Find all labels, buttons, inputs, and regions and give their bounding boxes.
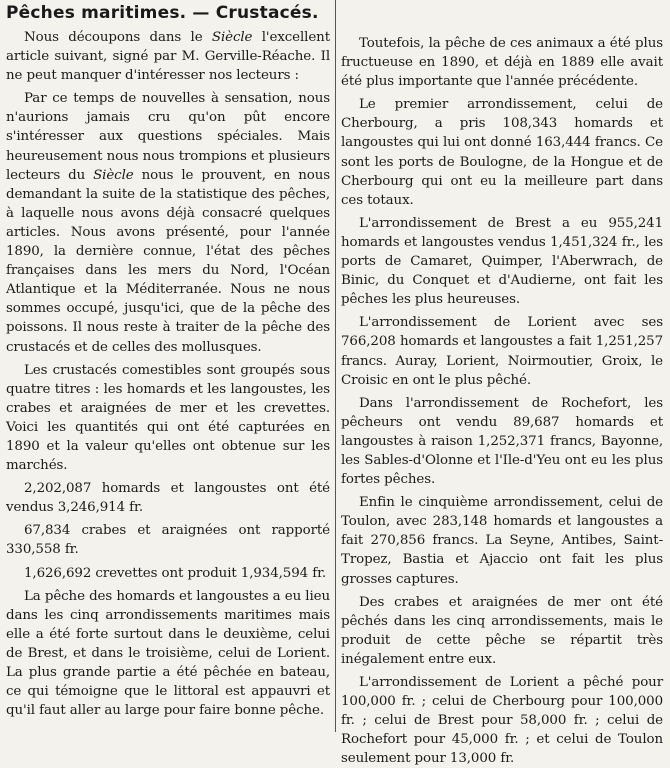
brest-paragraph: L'arrondissement de Brest a eu 955,241 homards et langoustes vendus 1,451,324 fr., les ports de Camaret, Quimper, l'Aberwrach, de Binic, du Conquet et d'Audierne, ont fait les pêches les plus heureuses.: [341, 215, 663, 308]
lorient-paragraph: L'arrondissement de Lorient avec ses 766,208 homards et langoustes a fait 1,251,257 francs. Auray, Lorient, Noirmoutier, Groix, le Croisic en ont le plus pêché.: [341, 315, 663, 388]
intro-text-start: Nous découpons dans le: [24, 30, 212, 45]
right-column: [341, 0, 663, 767]
cherbourg-paragraph: Le premier arrondissement, celui de Cherbourg, a pris 108,343 homards et langoustes qui lui ont donné 163,444 francs. Ce sont les ports de Boulogne, de la Hongue et de Cherbourg qui ont eu la meilleure part dans ces totaux.: [341, 97, 663, 208]
toulon-paragraph: Enfin le cinquième arrondissement, celui de Toulon, avec 283,148 homards et langoustes a fait 270,856 francs. La Seyne, Antibes, Saint-Tropez, Bastia et Ajaccio ont fait les plus grosses captures.: [341, 495, 663, 587]
column-divider: [335, 0, 336, 732]
article-title: Pêches maritimes. — Crustacés.: [6, 3, 319, 23]
context-paragraph: [6, 89, 330, 356]
context-text-start: Par ce temps de nouvelles à sensation, nous n'aurions jamais cru qu'on pût encore s'intéresser aux questions spéciales. Mais heureusement nous nous trompions et plusieurs lecteurs du: [6, 91, 330, 183]
fishing-location-paragraph: La pêche des homards et langoustes a eu lieu dans les cinq arrondissements maritimes mais elle a été forte surtout dans le deuxième, celui de Brest, et dans le troisième, celui de Lorient. La plus grande partie a été pêchée en bateau, ce qui témoigne que le littoral est appauvri et qu'il faut aller au large pour faire bonne pêche.: [6, 588, 330, 719]
lobsters-total-paragraph: 2,202,087 homards et langoustes ont été vendus 3,246,914 fr.: [6, 481, 330, 516]
yield-paragraph: Toutefois, la pêche de ces animaux a été plus fructueuse en 1890, et déjà en 1889 elle avait été plus importante que l'année précédente.: [341, 36, 663, 90]
left-column: [6, 0, 330, 732]
intro-paragraph: [6, 28, 330, 85]
shrimps-total-paragraph: 1,626,692 crevettes ont produit 1,934,594 fr.: [24, 565, 327, 581]
newspaper-name: Siècle: [211, 30, 253, 45]
crabs-total-paragraph: 67,834 crabes et araignées ont rapporté 330,558 fr.: [6, 523, 330, 558]
intro-text-end: l'excellent article suivant, signé par M. Gerville-Réache. Il ne peut manquer d'intéresser nos lecteurs :: [6, 30, 330, 84]
newspaper-name: Siècle: [93, 167, 134, 183]
context-text-end: nous le prouvent, en nous demandant la suite de la statistique des pêches, à laquelle nous avons déjà consacré quelques articles. Nous avons présenté, pour l'année 1890, la dernière connue, l'état des pêches françaises dans les mers du Nord, l'Océan Atlantique et la Méditerranée. Nous ne nous sommes occupé, jusqu'ici, que de la pêche des poissons. Il nous reste à traiter de la pêche des crustacés et de celles des mollusques.: [6, 167, 330, 355]
rochefort-paragraph: Dans l'arrondissement de Rochefort, les pêcheurs ont vendu 89,687 homards et langoustes à raison 1,252,371 francs, Bayonne, les Sables-d'Olonne et l'Ile-d'Yeu ont eu les plus fortes pêches.: [341, 395, 663, 488]
crustaceans-paragraph: Les crustacés comestibles sont groupés sous quatre titres : les homards et les langoustes, les crabes et araignées de mer et les crevettes. Voici les quantités qui ont été capturées en 1890 et la valeur qu'elles ont obtenue sur les marchés.: [6, 362, 330, 474]
spider-crabs-paragraph: Des crabes et araignées de mer ont été pêchés dans les cinq arrondissements, mais le produit de cette pêche se répartit très inégalement entre eux.: [341, 594, 663, 667]
crab-values-paragraph: L'arrondissement de Lorient a pêché pour 100,000 fr. ; celui de Cherbourg pour 100,000 fr. ; celui de Brest pour 58,000 fr. ; celui de Rochefort pour 45,000 fr. ; et celui de Toulon seulement pour 13,000 fr.: [341, 675, 663, 767]
